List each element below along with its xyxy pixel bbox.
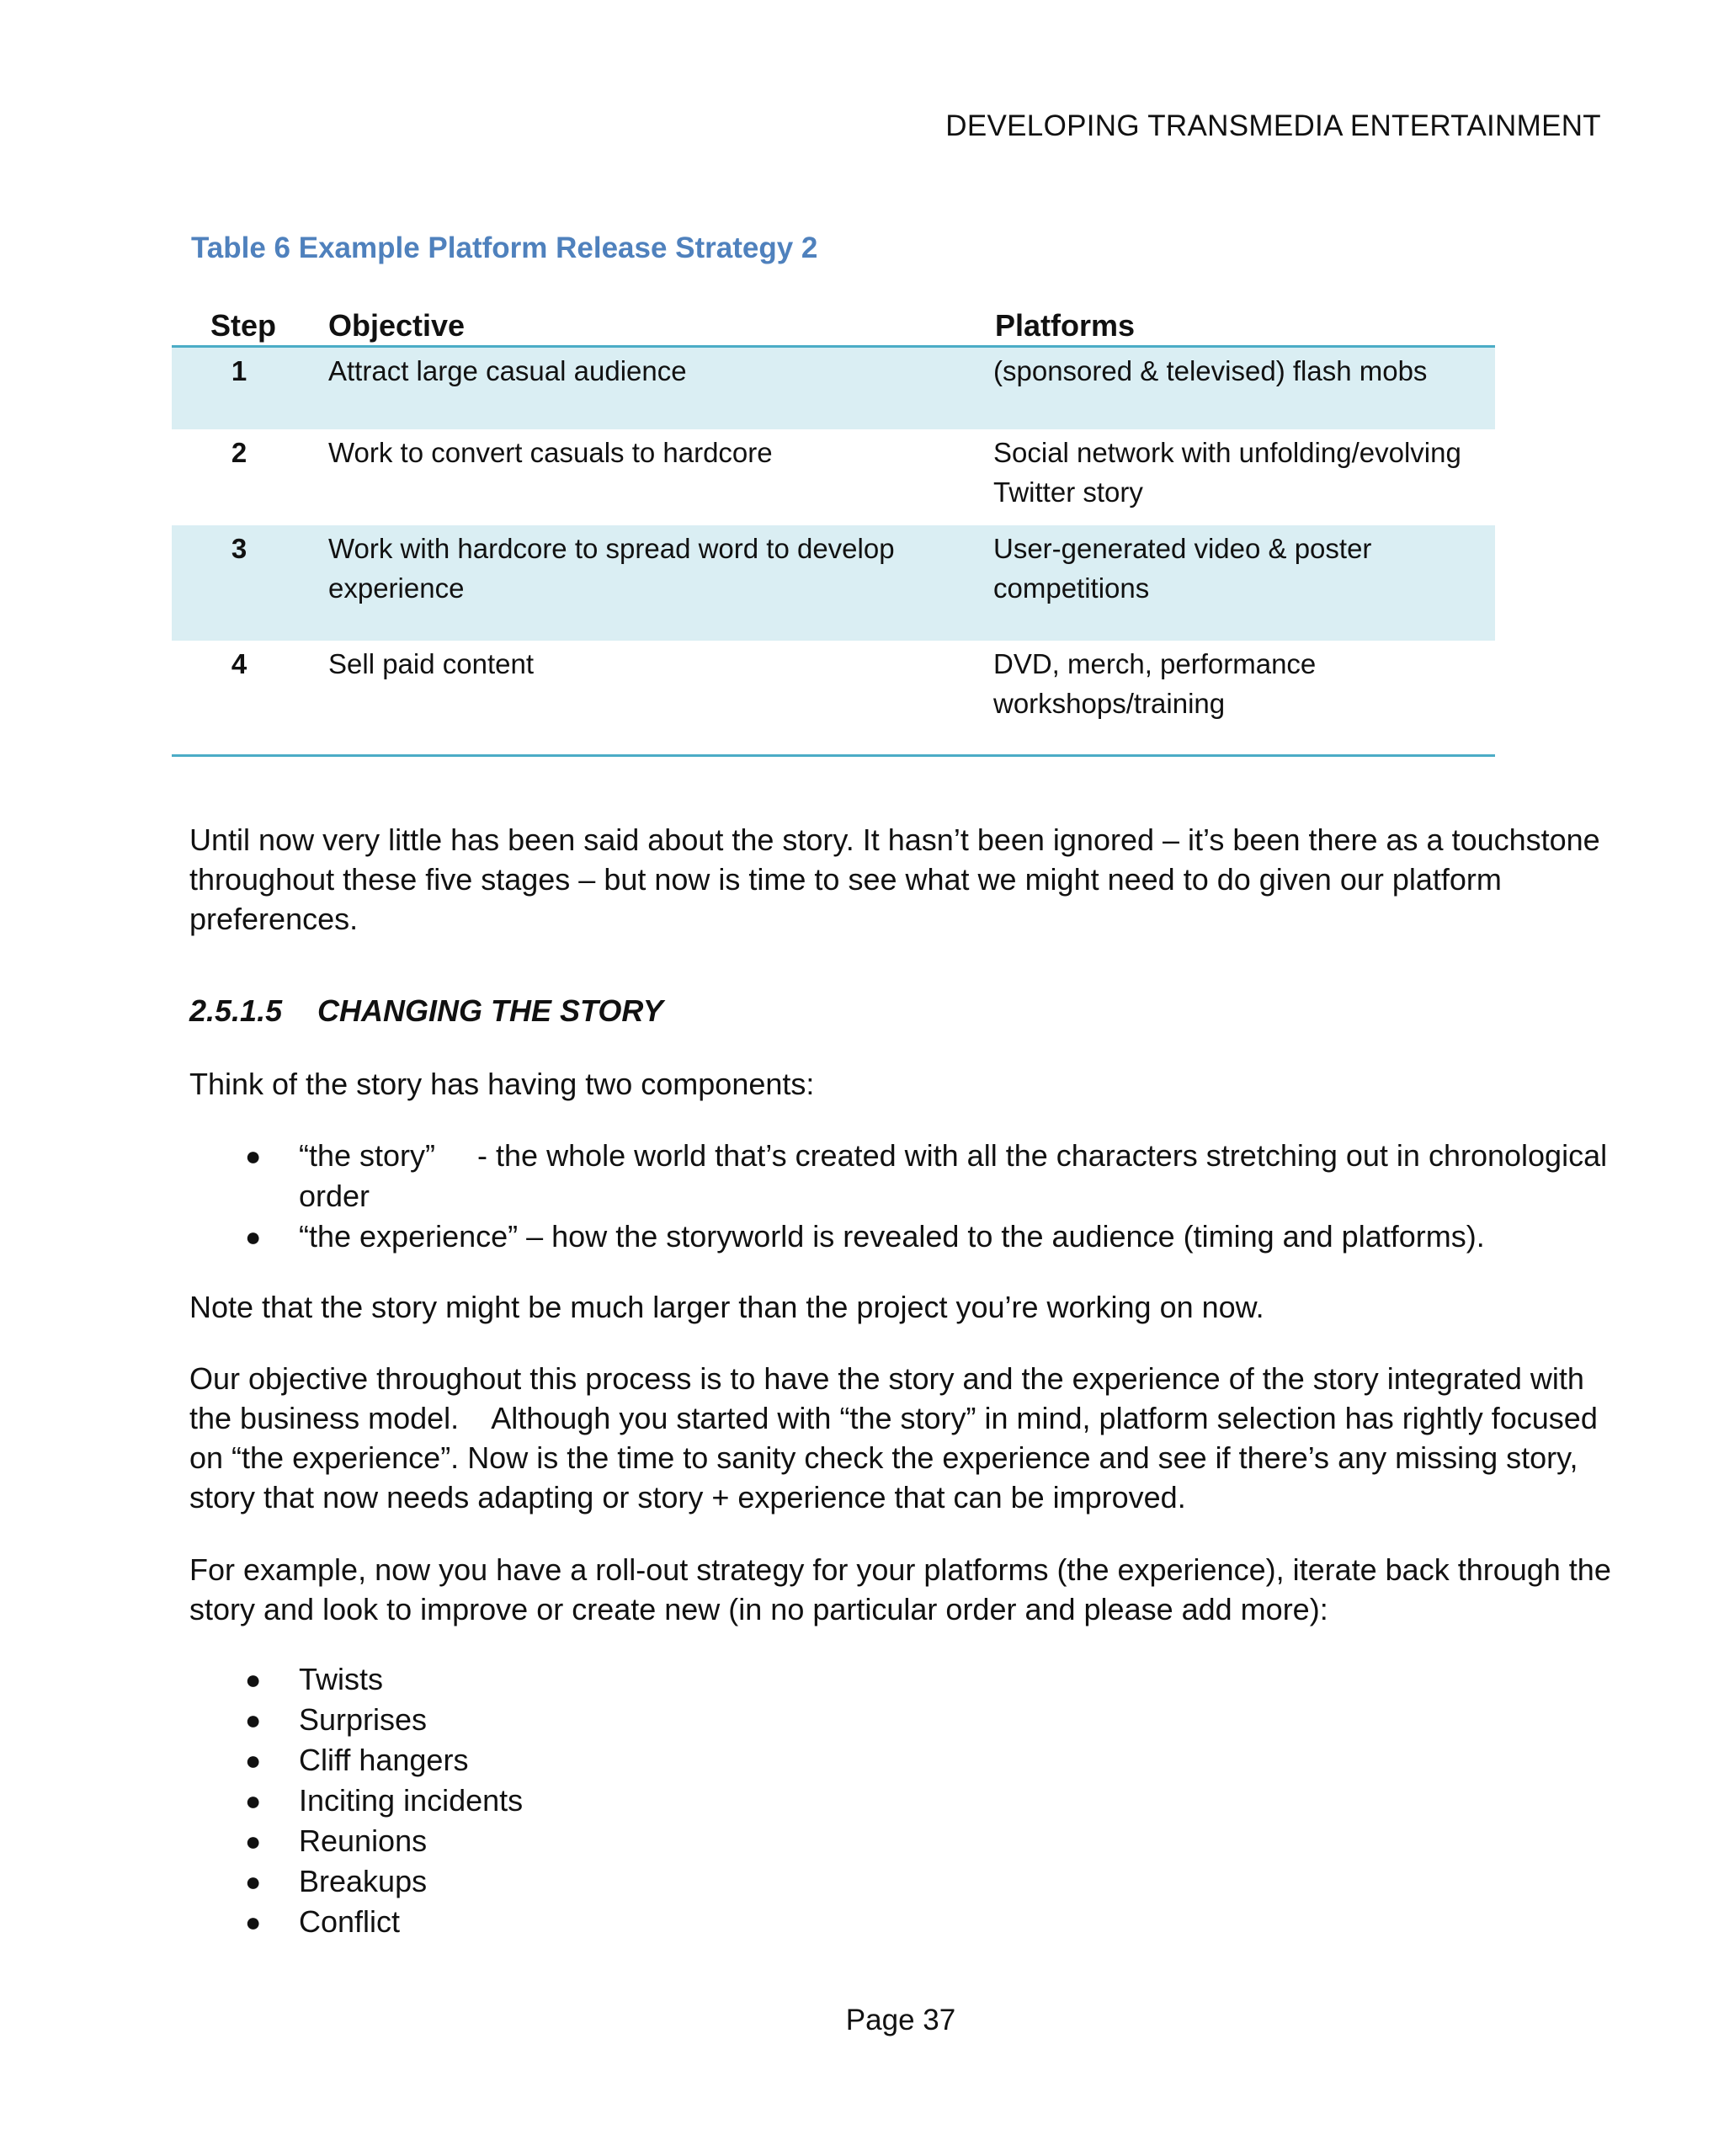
column-header-platforms: Platforms (976, 305, 1495, 347)
bullet-icon: ● (245, 1786, 262, 1816)
note-paragraph: Note that the story might be much larger than the project you’re working on now. (189, 1290, 1264, 1324)
objective-cell: Sell paid content (306, 641, 976, 756)
objective-cell: Work to convert casuals to hardcore (328, 437, 773, 468)
list-item-text: “the story” - the whole world that’s created with all the characters stretching out in chronological order (299, 1138, 1616, 1213)
table-header-row (172, 305, 1495, 347)
bullet-icon: ● (245, 1222, 262, 1252)
list-item-text: “the experience” – how the storyworld is revealed to the audience (timing and platforms). (299, 1219, 1485, 1254)
objective-cell: Attract large casual audience (306, 347, 976, 430)
list-item (189, 1781, 1620, 1821)
table-row (172, 641, 1495, 756)
column-header-step: Step (172, 305, 306, 347)
platforms-cell: DVD, merch, performance workshops/training (976, 641, 1495, 756)
list-item (189, 1821, 1620, 1861)
table-row (172, 429, 1495, 525)
components-lead-paragraph: Think of the story has having two components: (189, 1067, 815, 1101)
column-header-objective: Objective (306, 305, 976, 347)
bullet-icon: ● (245, 1664, 262, 1695)
bullet-icon: ● (245, 1141, 262, 1171)
step-cell: 4 (172, 641, 306, 756)
list-item (189, 1740, 1620, 1781)
platforms-cell: User-generated video & poster competitions (976, 525, 1495, 641)
components-list (189, 1136, 1620, 1257)
objective-paragraph: Our objective throughout this process is to have the story and the experience of the story integrated with the business model. Although you started with “the story” in mind, platform selection has rightly focused on “the experience”. Now is the time to sanity check the experience and see if there’s any missing story, story that now needs adapting or story + experience that can be improved. (189, 1361, 1606, 1515)
list-item-text: Twists (299, 1662, 384, 1696)
intro-paragraph: Until now very little has been said about the story. It hasn’t been ignored – it’s been there as a touchstone throughout these five stages – but now is time to see what we might need to do given our platform preferences. (189, 822, 1600, 936)
table-caption: Table 6 Example Platform Release Strategy 2 (191, 232, 818, 264)
section-heading (189, 993, 663, 1029)
bullet-icon: ● (245, 1705, 262, 1735)
list-item (189, 1861, 1620, 1902)
example-paragraph: For example, now you have a roll-out strategy for your platforms (the experience), iterate back through the story and look to improve or create new (in no particular order and please add more): (189, 1552, 1611, 1626)
running-header: DEVELOPING TRANSMEDIA ENTERTAINMENT (945, 109, 1601, 142)
platforms-cell: (sponsored & televised) flash mobs (976, 347, 1495, 430)
list-item-text: Breakups (299, 1864, 428, 1898)
list-item-text: Conflict (299, 1904, 401, 1939)
step-cell: 2 (231, 437, 247, 468)
step-cell: 3 (172, 525, 306, 641)
list-item-text: Surprises (299, 1702, 428, 1737)
table-row (172, 347, 1495, 430)
page-number: Page 37 (845, 2004, 956, 2036)
bullet-icon: ● (245, 1907, 262, 1937)
list-item-text: Reunions (299, 1823, 428, 1858)
release-strategy-table (172, 305, 1495, 757)
section-title: CHANGING THE STORY (317, 993, 663, 1028)
list-item (189, 1700, 1620, 1740)
improvements-list (189, 1659, 1620, 1942)
list-item-text: Inciting incidents (299, 1783, 524, 1818)
platforms-cell: Social network with unfolding/evolving Twitter story (993, 437, 1461, 508)
bullet-icon: ● (245, 1745, 262, 1775)
list-item (189, 1136, 1620, 1216)
list-item (189, 1902, 1620, 1942)
step-cell: 1 (172, 347, 306, 430)
objective-cell: Work with hardcore to spread word to develop experience (306, 525, 976, 641)
list-item (189, 1216, 1620, 1257)
section-number: 2.5.1.5 (189, 993, 283, 1028)
bullet-icon: ● (245, 1826, 262, 1856)
list-item-text: Cliff hangers (299, 1743, 469, 1777)
list-item (189, 1659, 1620, 1700)
bullet-icon: ● (245, 1866, 262, 1897)
table-row (172, 525, 1495, 641)
